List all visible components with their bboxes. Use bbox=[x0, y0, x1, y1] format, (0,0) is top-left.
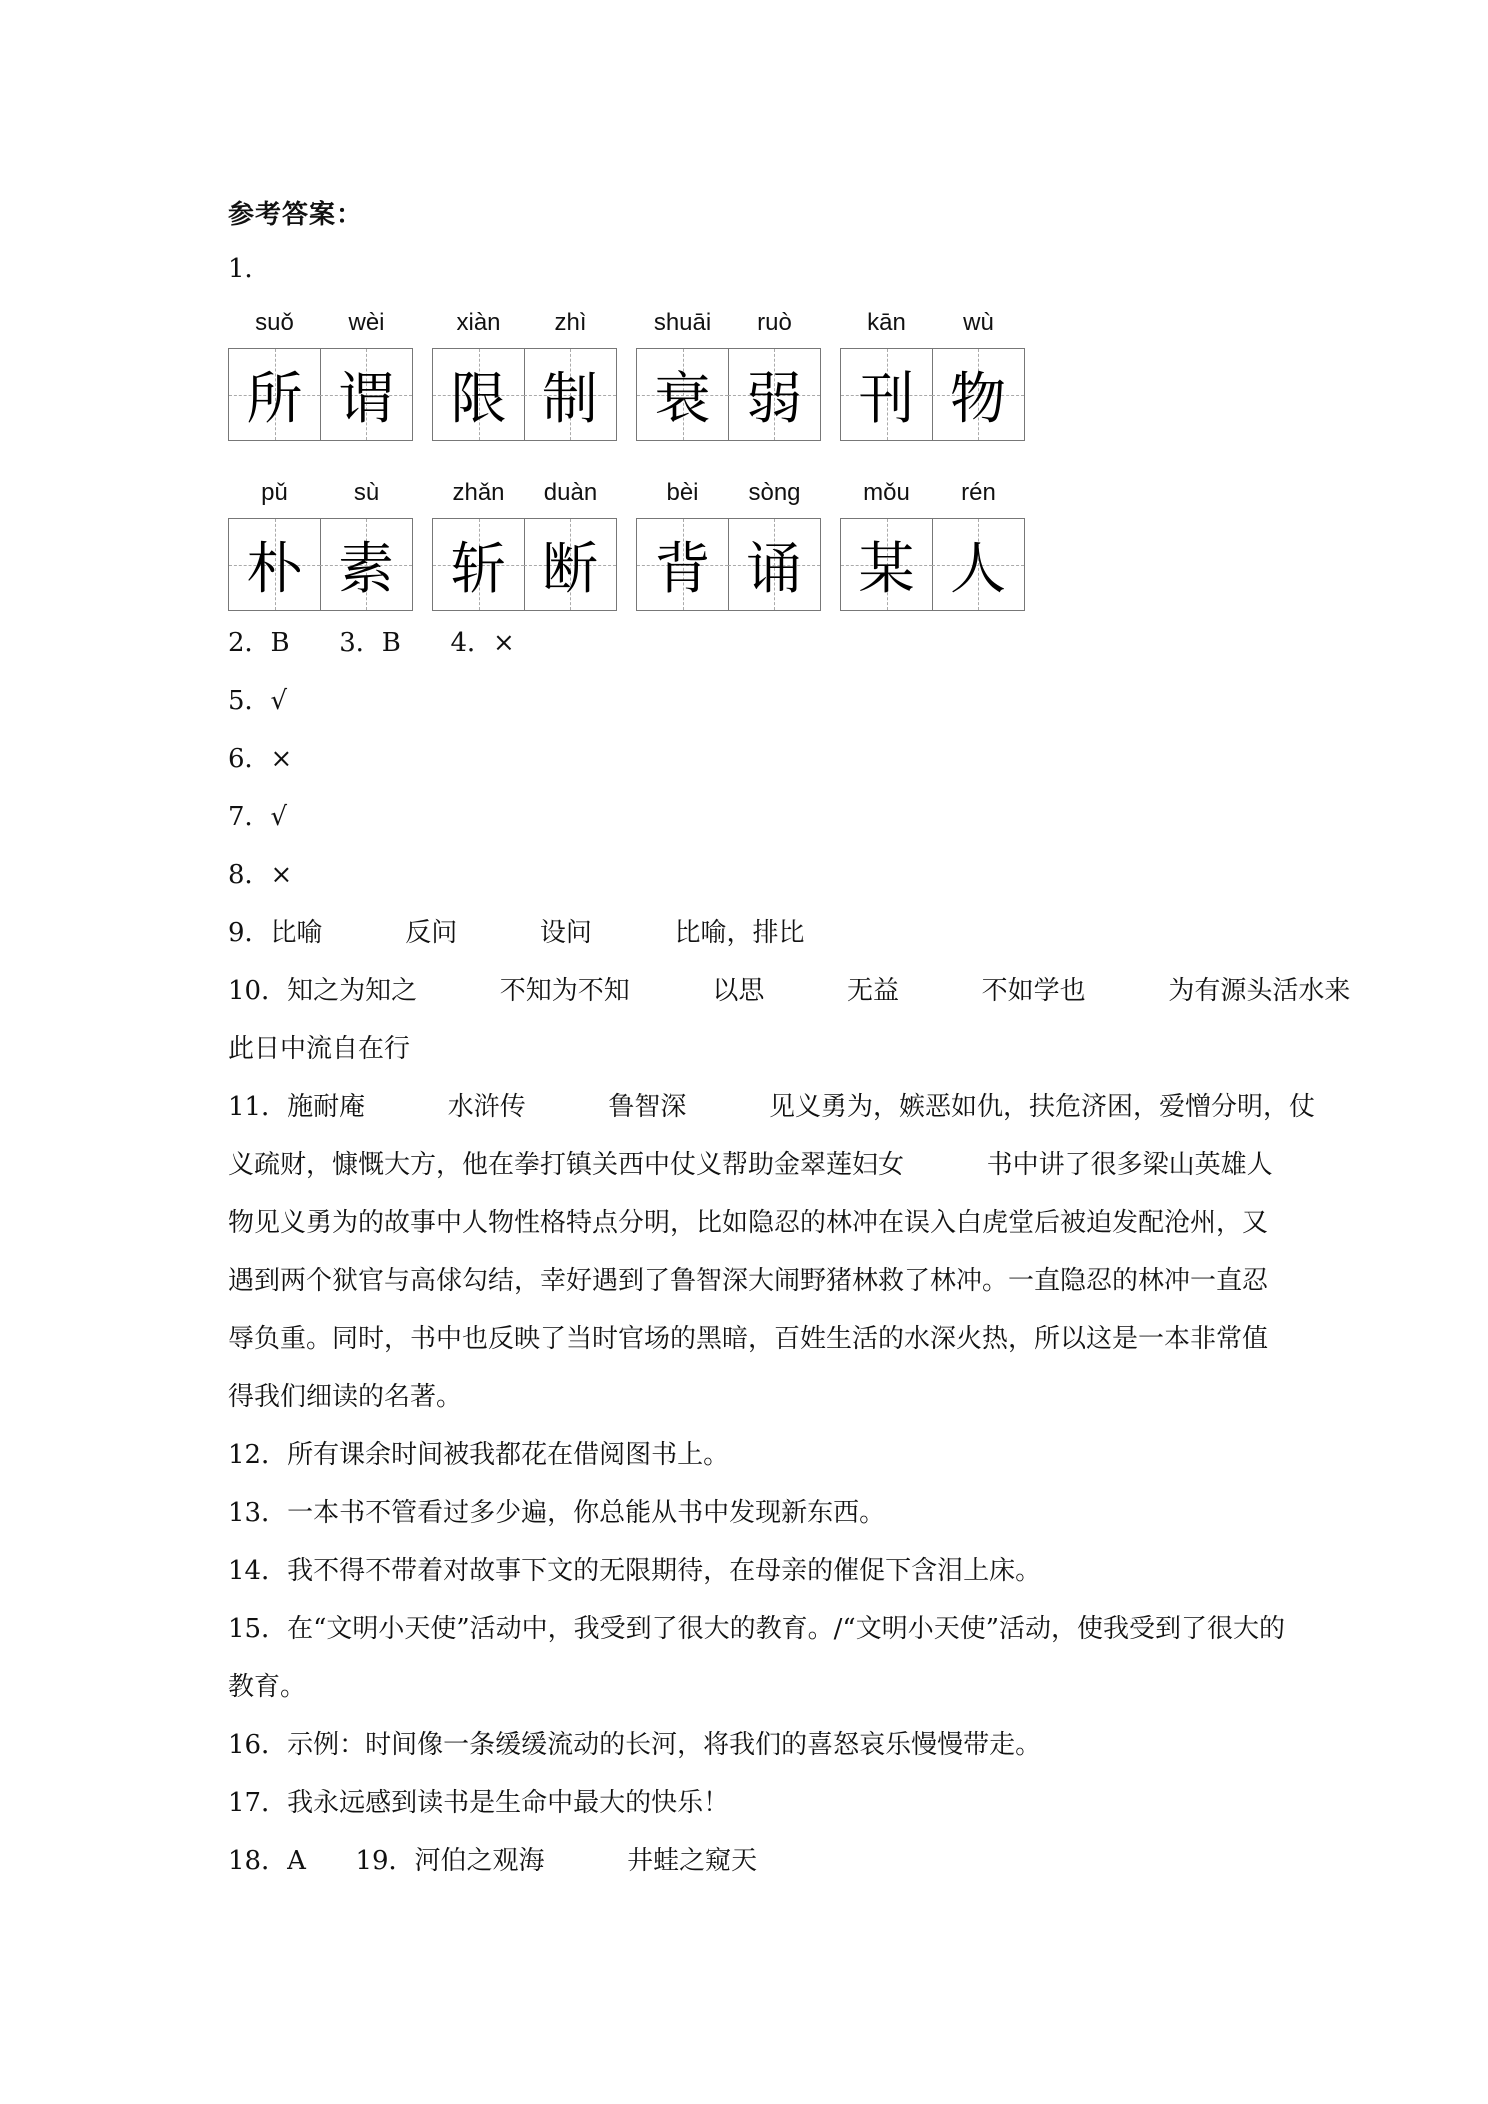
hanzi-char: 制 bbox=[542, 366, 598, 432]
pinyin-label: mǒu bbox=[863, 479, 910, 506]
hanzi-char: 物 bbox=[950, 366, 1006, 432]
answer-line-5: 5．√ bbox=[228, 686, 288, 716]
char-cell bbox=[524, 476, 617, 612]
answer-line-11-cont: 遇到两个狱官与高俅勾结，幸好遇到了鲁智深大闹野猪林救了林冲。一直隐忍的林冲一直忍 bbox=[228, 1266, 1269, 1296]
pinyin-label: sù bbox=[353, 479, 380, 506]
hanzi-char: 刊 bbox=[858, 366, 915, 432]
answer-line-6: 6．× bbox=[228, 744, 293, 774]
tianzige-box bbox=[228, 348, 321, 441]
pinyin-label: zhì bbox=[554, 309, 587, 336]
pinyin-label: suǒ bbox=[255, 309, 294, 336]
answer-line-10: 10．知之为知之 不知为不知 以思 无益 不如学也 为有源头活水来 bbox=[228, 976, 1351, 1006]
answer-line-18-19: 18．A 19．河伯之观海 井蛙之窥天 bbox=[228, 1846, 758, 1876]
answer-line-15: 15．在“文明小天使”活动中，我受到了很大的教育。/“文明小天使”活动，使我受到了很大的 bbox=[228, 1614, 1286, 1644]
answer-line-8: 8．× bbox=[228, 860, 293, 890]
answer-line-11-cont: 物见义勇为的故事中人物性格特点分明，比如隐忍的林冲在误入白虎堂后被迫发配沧州，又 bbox=[228, 1208, 1269, 1238]
pinyin-label: rén bbox=[961, 479, 996, 506]
question-1-label: 1． bbox=[228, 254, 271, 284]
answer-line-7: 7．√ bbox=[228, 802, 288, 832]
hanzi-char: 弱 bbox=[746, 366, 802, 432]
pinyin-label: shuāi bbox=[653, 309, 712, 336]
char-grid-row-1 bbox=[228, 306, 1028, 442]
answer-line-15-cont: 教育。 bbox=[228, 1672, 307, 1702]
pinyin-label: ruò bbox=[757, 309, 792, 336]
tianzige-box bbox=[728, 348, 821, 441]
char-cell bbox=[432, 306, 525, 442]
hanzi-char: 谓 bbox=[338, 366, 394, 432]
answer-line-11-cont: 辱负重。同时，书中也反映了当时官场的黑暗，百姓生活的水深火热，所以这是一本非常值 bbox=[228, 1324, 1269, 1354]
answer-line-17: 17．我永远感到读书是生命中最大的快乐！ bbox=[228, 1788, 730, 1818]
char-cell bbox=[228, 306, 321, 442]
answer-line-2-4: 2．B 3．B 4．× bbox=[228, 628, 515, 658]
tianzige-box bbox=[636, 348, 729, 441]
answer-line-9: 9．比喻 反问 设问 比喻，排比 bbox=[228, 918, 805, 948]
word-group bbox=[228, 476, 414, 612]
char-cell bbox=[636, 306, 729, 442]
word-group bbox=[840, 476, 1026, 612]
char-cell bbox=[840, 306, 933, 442]
tianzige-box bbox=[228, 518, 321, 611]
hanzi-char: 朴 bbox=[246, 536, 303, 602]
hanzi-char: 限 bbox=[450, 366, 507, 432]
tianzige-box bbox=[840, 518, 933, 611]
answer-line-12: 12．所有课余时间被我都花在借阅图书上。 bbox=[228, 1440, 730, 1470]
pinyin-label: wèi bbox=[348, 309, 385, 336]
word-group bbox=[432, 306, 618, 442]
hanzi-char: 所 bbox=[246, 366, 303, 432]
hanzi-char: 诵 bbox=[746, 536, 802, 602]
char-cell bbox=[840, 476, 933, 612]
answer-line-13: 13．一本书不管看过多少遍，你总能从书中发现新东西。 bbox=[228, 1498, 886, 1528]
tianzige-box bbox=[432, 348, 525, 441]
char-cell bbox=[228, 476, 321, 612]
tianzige-box bbox=[728, 518, 821, 611]
hanzi-char: 素 bbox=[338, 536, 394, 602]
char-grid-row-2 bbox=[228, 476, 1028, 612]
word-group bbox=[228, 306, 414, 442]
word-group bbox=[636, 306, 822, 442]
pinyin-label: bèi bbox=[666, 479, 699, 506]
page-title: 参考答案： bbox=[228, 200, 364, 230]
word-group bbox=[840, 306, 1026, 442]
tianzige-box bbox=[320, 348, 413, 441]
hanzi-char: 衰 bbox=[654, 366, 711, 432]
char-cell bbox=[636, 476, 729, 612]
tianzige-box bbox=[524, 518, 617, 611]
hanzi-char: 斩 bbox=[450, 536, 507, 602]
word-group bbox=[432, 476, 618, 612]
answer-line-10-cont: 此日中流自在行 bbox=[228, 1034, 411, 1064]
char-cell bbox=[932, 306, 1025, 442]
pinyin-label: sòng bbox=[748, 479, 801, 506]
char-cell bbox=[932, 476, 1025, 612]
pinyin-label: xiàn bbox=[456, 309, 501, 336]
char-cell bbox=[728, 476, 821, 612]
word-group bbox=[636, 476, 822, 612]
char-cell bbox=[728, 306, 821, 442]
hanzi-char: 断 bbox=[542, 536, 598, 602]
hanzi-char: 人 bbox=[950, 536, 1006, 602]
answer-line-14: 14．我不得不带着对故事下文的无限期待，在母亲的催促下含泪上床。 bbox=[228, 1556, 1042, 1586]
answer-line-16: 16．示例：时间像一条缓缓流动的长河，将我们的喜怒哀乐慢慢带走。 bbox=[228, 1730, 1042, 1760]
char-cell bbox=[524, 306, 617, 442]
char-cell bbox=[432, 476, 525, 612]
answer-line-11: 11．施耐庵 水浒传 鲁智深 见义勇为，嫉恶如仇，扶危济困，爱憎分明，仗 bbox=[228, 1092, 1316, 1122]
tianzige-box bbox=[320, 518, 413, 611]
pinyin-label: zhǎn bbox=[452, 479, 505, 506]
char-cell bbox=[320, 306, 413, 442]
tianzige-box bbox=[932, 348, 1025, 441]
char-cell bbox=[320, 476, 413, 612]
hanzi-char: 背 bbox=[654, 536, 711, 602]
tianzige-box bbox=[636, 518, 729, 611]
answer-line-11-cont: 得我们细读的名著。 bbox=[228, 1382, 463, 1412]
tianzige-box bbox=[932, 518, 1025, 611]
tianzige-box bbox=[524, 348, 617, 441]
pinyin-label: pǔ bbox=[261, 479, 288, 506]
answer-line-11-cont: 义疏财，慷慨大方，他在拳打镇关西中仗义帮助金翠莲妇女 书中讲了很多梁山英雄人 bbox=[228, 1150, 1273, 1180]
pinyin-label: kān bbox=[867, 309, 906, 336]
pinyin-label: wù bbox=[963, 309, 994, 336]
pinyin-label: duàn bbox=[543, 479, 598, 506]
tianzige-box bbox=[432, 518, 525, 611]
hanzi-char: 某 bbox=[858, 536, 915, 602]
tianzige-box bbox=[840, 348, 933, 441]
